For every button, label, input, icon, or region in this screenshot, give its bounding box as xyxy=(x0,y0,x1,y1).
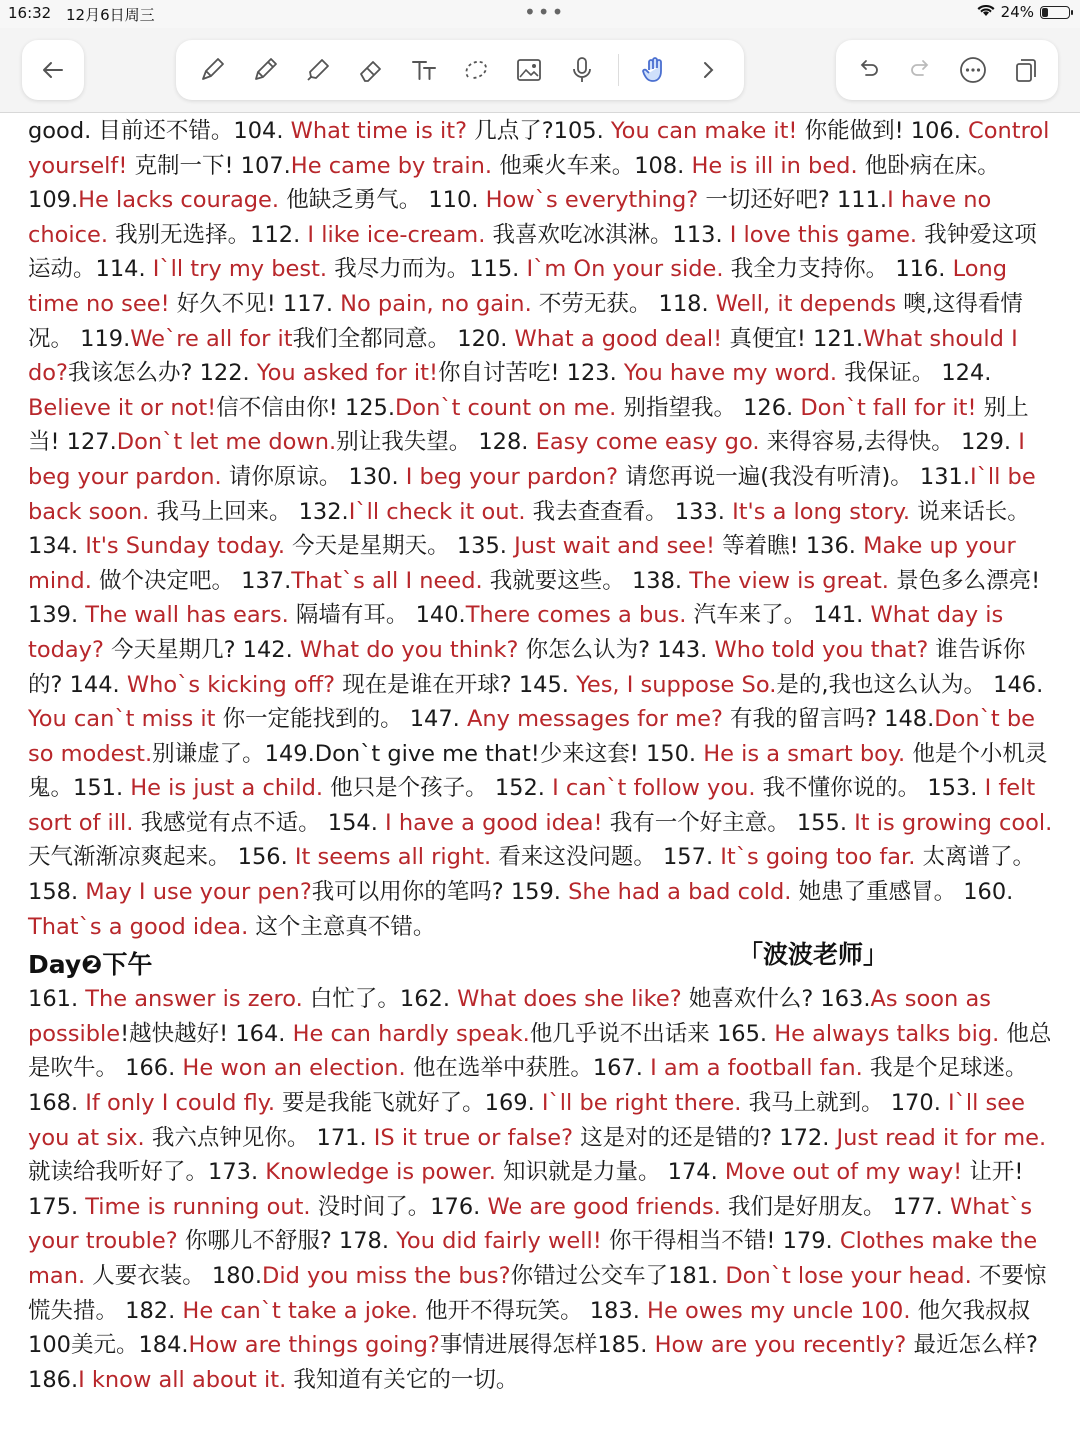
english-phrase: Easy come easy go. xyxy=(535,429,760,456)
english-phrase: The view is great. xyxy=(689,567,889,594)
chinese-translation: 161. xyxy=(28,986,86,1013)
english-phrase: If only I could fly. xyxy=(85,1090,276,1117)
english-phrase: I can`t follow you. xyxy=(552,775,756,802)
multitask-dots[interactable]: ••• xyxy=(524,0,566,24)
english-phrase: Don`t count on me. xyxy=(394,394,617,421)
chinese-translation: 我们全都同意。 120. xyxy=(292,325,515,352)
chinese-translation: 不劳无获。 118. xyxy=(531,290,716,317)
hand-touch-icon[interactable] xyxy=(638,53,672,87)
chinese-translation: 你错过公交车了181. xyxy=(510,1263,726,1289)
english-phrase: It seems all right. xyxy=(294,844,492,871)
wifi-icon xyxy=(977,3,995,21)
redo-icon[interactable] xyxy=(904,53,938,87)
english-phrase: The wall has ears. xyxy=(85,602,289,629)
chinese-translation: 天气渐渐凉爽起来。 156. xyxy=(28,844,295,871)
english-phrase: It is growing cool. xyxy=(854,809,1053,836)
day-title: Day❷下午 xyxy=(28,950,153,980)
chinese-translation: 别谦虚了。149.Don`t give me that!少来这套! 150. xyxy=(152,740,704,767)
english-phrase: That`s a good idea. xyxy=(28,913,249,940)
english-phrase: He came by train. xyxy=(290,152,493,179)
chinese-translation: 你能做到! 106. xyxy=(797,118,969,144)
chinese-translation: 我喜欢吃冰淇淋。113. xyxy=(485,221,730,248)
chinese-translation: 我是个足球迷。168. xyxy=(28,1055,1028,1117)
english-phrase: I like ice-cream. xyxy=(307,221,486,248)
chinese-translation: 我知道有关它的一切。 xyxy=(286,1366,519,1393)
chinese-translation: !越快越好! 164. xyxy=(120,1020,293,1047)
chinese-translation: 一切还好吧? 111. xyxy=(698,187,888,214)
english-phrase: I`ll check it out. xyxy=(348,498,526,525)
english-phrase: Well, it depends xyxy=(715,290,897,317)
chinese-translation: 请您再说一遍(我没有听清)。 131. xyxy=(618,463,971,490)
chinese-translation: 他是个小机灵鬼。151. xyxy=(28,740,1048,802)
pen-icon[interactable] xyxy=(195,53,229,87)
english-phrase: He can hardly speak. xyxy=(292,1020,530,1047)
chinese-translation: 人要衣装。 180. xyxy=(85,1263,263,1289)
english-phrase: Who`s kicking off? xyxy=(126,671,336,698)
english-phrase: Don`t fall for it! xyxy=(800,394,977,421)
chinese-translation: 你怎么认为? 143. xyxy=(518,636,715,663)
chinese-translation: 别上当! 127. xyxy=(28,394,1029,456)
chinese-translation: 不要惊慌失措。 182. xyxy=(28,1263,1047,1324)
english-phrase: Don`t let me down. xyxy=(116,429,337,456)
chinese-translation: 我尽力而为。115. xyxy=(327,256,527,283)
english-phrase: How are you recently? xyxy=(654,1332,907,1359)
image-icon[interactable] xyxy=(512,53,546,87)
english-phrase: You can`t miss it xyxy=(28,706,216,733)
chinese-translation: 就读给我听好了。173. xyxy=(28,1159,266,1186)
chinese-translation: 这是对的还是错的? 172. xyxy=(573,1124,837,1151)
status-right xyxy=(977,3,1070,21)
chinese-translation: 他卧病在床。109. xyxy=(28,152,1000,214)
english-phrase: I`ll see you at six. xyxy=(28,1090,1025,1151)
pencil-icon[interactable] xyxy=(248,53,282,87)
section-heading-row xyxy=(28,940,1058,982)
chinese-translation: 太离谱了。 158. xyxy=(28,844,1036,906)
english-phrase: You did fairly well! xyxy=(396,1228,602,1255)
marker-icon[interactable] xyxy=(301,53,335,87)
english-phrase: I know all about it. xyxy=(78,1366,287,1393)
mic-icon[interactable] xyxy=(565,53,599,87)
chinese-translation: 我钟爱这项运动。114. xyxy=(28,221,1037,283)
chinese-translation: 他总是吹牛。 166. xyxy=(28,1020,1052,1082)
english-phrase: I beg your pardon. xyxy=(28,429,1025,490)
chinese-translation: 我有一个好主意。 155. xyxy=(602,809,855,836)
english-phrase: We are good friends. xyxy=(487,1193,721,1220)
english-phrase: Who told you that? xyxy=(714,636,929,663)
english-phrase: Long time no see! xyxy=(28,256,1008,317)
english-phrase: I love this game. xyxy=(729,221,918,248)
chinese-translation: 说来话长。 134. xyxy=(28,498,1030,560)
english-phrase: I`ll be right there. xyxy=(541,1090,742,1117)
action-group xyxy=(836,40,1058,100)
chinese-translation: 这个主意真不错。 xyxy=(248,913,436,940)
english-phrase: It`s going too far. xyxy=(720,844,916,871)
chinese-translation: 我感觉有点不适。 154. xyxy=(133,809,386,836)
english-phrase: It's a long story. xyxy=(732,498,911,525)
chinese-translation: 你自讨苦吃! 123. xyxy=(438,360,624,387)
tool-palette xyxy=(176,40,744,100)
phrase-section-2 xyxy=(28,982,1058,1397)
english-phrase: I beg your pardon? xyxy=(405,463,619,490)
chinese-translation: 他欠我叔叔100美元。184. xyxy=(28,1297,1031,1359)
eraser-icon[interactable] xyxy=(354,53,388,87)
english-phrase: How`s everything? xyxy=(485,187,699,214)
chinese-translation: 请你原谅。 130. xyxy=(221,463,406,490)
english-phrase: He is a smart boy. xyxy=(703,740,906,767)
english-phrase: The answer is zero. xyxy=(85,986,303,1013)
chinese-translation: 克制一下! 107. xyxy=(127,152,291,179)
english-phrase: I`ll try my best. xyxy=(152,256,328,283)
chinese-translation: 我保证。 124. xyxy=(837,360,992,387)
chinese-translation: 看来这没问题。 157. xyxy=(491,844,721,871)
chinese-translation: 我六点钟见你。 171. xyxy=(144,1124,374,1151)
status-bar xyxy=(0,0,1080,28)
toolbar-area xyxy=(0,28,1080,113)
english-phrase: She had a bad cold. xyxy=(568,879,792,906)
english-phrase: I felt sort of ill. xyxy=(28,775,1036,836)
english-phrase: He always talks big. xyxy=(774,1020,1000,1047)
chinese-translation: 最近怎么样? 186. xyxy=(28,1332,1038,1393)
english-phrase: Knowledge is power. xyxy=(265,1159,496,1186)
chinese-translation: 你哪儿不舒服? 178. xyxy=(177,1228,397,1255)
toolbar-separator xyxy=(618,54,619,86)
chinese-translation: 等着瞧! 136. xyxy=(715,533,864,560)
chinese-translation: 我全力支持你。 116. xyxy=(723,256,953,283)
text-icon[interactable] xyxy=(407,53,441,87)
chinese-translation: 信不信由你! 125. xyxy=(216,394,395,421)
chinese-translation: 噢,这得看情况。 119. xyxy=(28,290,1023,352)
english-phrase: What day is today? xyxy=(28,602,1004,663)
chinese-translation: 我不懂你说的。 153. xyxy=(755,775,985,802)
chinese-translation: 他乘火车来。108. xyxy=(492,152,692,179)
chinese-translation: 别让我失望。 128. xyxy=(336,429,536,456)
chinese-translation: 没时间了。176. xyxy=(310,1193,488,1220)
status-time: 16:32 xyxy=(8,4,52,22)
chinese-translation: 要是我能飞就好了。169. xyxy=(275,1090,542,1117)
english-phrase: What should I do? xyxy=(28,325,1018,387)
chinese-translation: 做个决定吧。 137. xyxy=(91,567,292,594)
more-icon[interactable] xyxy=(956,53,990,87)
english-phrase: Control yourself! xyxy=(28,118,1050,179)
english-phrase: Clothes make the man. xyxy=(28,1228,1038,1289)
english-phrase: He is just a child. xyxy=(130,775,324,802)
chinese-translation: 他缺乏勇气。 110. xyxy=(279,187,486,214)
chinese-translation: 有我的留言吗? 148. xyxy=(722,706,935,733)
chinese-translation: 我马上就到。 170. xyxy=(741,1090,948,1117)
chinese-translation: 几点了?105. xyxy=(467,118,611,144)
battery-icon xyxy=(1040,6,1070,19)
english-phrase: I am a football fan. xyxy=(650,1055,863,1082)
chinese-translation: 今天是星期天。 135. xyxy=(285,533,515,560)
english-phrase: He won an election. xyxy=(182,1055,406,1082)
english-phrase: I have no choice. xyxy=(28,187,992,248)
chinese-translation: 他在选举中获胜。167. xyxy=(405,1055,651,1082)
chinese-translation: 我们是好朋友。 177. xyxy=(720,1193,950,1220)
english-phrase: Don`t be so modest. xyxy=(28,706,1035,767)
english-phrase: Just wait and see! xyxy=(514,533,716,560)
english-phrase: How are things going? xyxy=(188,1332,440,1359)
english-phrase: What a good deal! xyxy=(514,325,723,352)
english-phrase: Any messages for me? xyxy=(466,706,723,733)
english-phrase: We`re all for it xyxy=(130,325,293,352)
english-phrase: He owes my uncle 100. xyxy=(647,1297,911,1324)
chinese-translation: 她患了重感冒。 160. xyxy=(791,879,1014,906)
chinese-translation: 你干得相当不错! 179. xyxy=(601,1228,840,1255)
chinese-translation: 我别无选择。112. xyxy=(108,221,308,248)
english-phrase: I have a good idea! xyxy=(385,809,603,836)
chinese-translation: 让开! 175. xyxy=(28,1159,1024,1220)
english-phrase: IS it true or false? xyxy=(373,1124,574,1151)
english-phrase: What time is it? xyxy=(290,118,468,144)
english-phrase: Just read it for me. xyxy=(836,1124,1047,1151)
chinese-translation: 我可以用你的笔吗? 159. xyxy=(311,879,569,906)
english-phrase: Make up your mind. xyxy=(28,533,1016,594)
english-phrase: What does she like? xyxy=(457,986,682,1013)
chinese-translation: 隔墙有耳。 140. xyxy=(288,602,466,629)
back-arrow-icon xyxy=(36,53,70,87)
english-phrase: No pain, no gain. xyxy=(340,290,532,317)
phrase-section-1 xyxy=(28,114,1058,944)
battery-percent: 24% xyxy=(1000,3,1034,21)
chinese-translation: 她喜欢什么? 163. xyxy=(681,986,871,1013)
chinese-translation: good. 目前还不错。104. xyxy=(28,118,291,144)
chinese-translation: 汽车来了。 141. xyxy=(686,602,871,629)
chinese-translation: 白忙了。162. xyxy=(302,986,458,1013)
handwritten-signature: 「波波老师」 xyxy=(737,940,888,970)
chinese-translation: 今天星期几? 142. xyxy=(103,636,300,663)
chinese-translation: 来得容易,去得快。 129. xyxy=(759,429,1019,456)
chinese-translation: 是的,我也这么认为。 146. xyxy=(776,671,1044,698)
chinese-translation: 他只是个孩子。 152. xyxy=(323,775,553,802)
chinese-translation: 我该怎么办? 122. xyxy=(68,360,257,387)
english-phrase: That`s all I need. xyxy=(291,567,483,594)
english-phrase: You can make it! xyxy=(610,118,798,144)
english-phrase: May I use your pen? xyxy=(85,879,312,906)
english-phrase: I`m On your side. xyxy=(526,256,724,283)
english-phrase: As soon as possible xyxy=(28,986,991,1047)
english-phrase: Time is running out. xyxy=(85,1193,311,1220)
english-phrase: What`s your trouble? xyxy=(28,1193,1033,1255)
english-phrase: He lacks courage. xyxy=(78,187,280,214)
back-button[interactable] xyxy=(22,40,84,100)
chinese-translation: 现在是谁在开球? 145. xyxy=(335,671,577,698)
english-phrase: You have my word. xyxy=(623,360,838,387)
chinese-translation: 我就要这些。 138. xyxy=(482,567,690,594)
chinese-translation: 真便宜! 121. xyxy=(722,325,864,352)
english-phrase: There comes a bus. xyxy=(465,602,687,629)
chinese-translation: 事情进展得怎样185. xyxy=(439,1332,655,1359)
chinese-translation: 好久不见! 117. xyxy=(169,290,341,317)
chinese-translation: 你一定能找到的。 147. xyxy=(215,706,467,733)
status-date: 12月6日周三 xyxy=(66,6,155,24)
chinese-translation: 他开不得玩笑。 183. xyxy=(417,1297,648,1324)
chevron-right-icon[interactable] xyxy=(691,53,725,87)
english-phrase: Yes, I suppose So. xyxy=(576,671,777,698)
english-phrase: You asked for it! xyxy=(256,360,438,387)
chinese-translation: 我去查查看。 133. xyxy=(525,498,733,525)
chinese-translation: 别指望我。 126. xyxy=(616,394,801,421)
english-phrase: I`ll be back soon. xyxy=(28,463,1036,525)
english-phrase: He is ill in bed. xyxy=(691,152,858,179)
chinese-translation: 景色多么漂亮! 139. xyxy=(28,567,1041,629)
lasso-icon[interactable] xyxy=(459,53,493,87)
english-phrase: He can`t take a joke. xyxy=(182,1297,418,1324)
chinese-translation: 他几乎说不出话来 165. xyxy=(529,1020,775,1047)
english-phrase: Don`t lose your head. xyxy=(725,1263,972,1289)
pages-icon[interactable] xyxy=(1009,53,1043,87)
chinese-translation: 我马上回来。 132. xyxy=(149,498,349,525)
english-phrase: What do you think? xyxy=(299,636,519,663)
english-phrase: Believe it or not! xyxy=(28,394,217,421)
english-phrase: Move out of my way! xyxy=(724,1159,963,1186)
chinese-translation: 谁告诉你的? 144. xyxy=(28,636,1026,698)
english-phrase: It's Sunday today. xyxy=(85,533,286,560)
undo-icon[interactable] xyxy=(851,53,885,87)
note-content[interactable] xyxy=(28,114,1058,1397)
chinese-translation: 知识就是力量。 174. xyxy=(495,1159,725,1186)
english-phrase: Did you miss the bus? xyxy=(262,1263,511,1289)
